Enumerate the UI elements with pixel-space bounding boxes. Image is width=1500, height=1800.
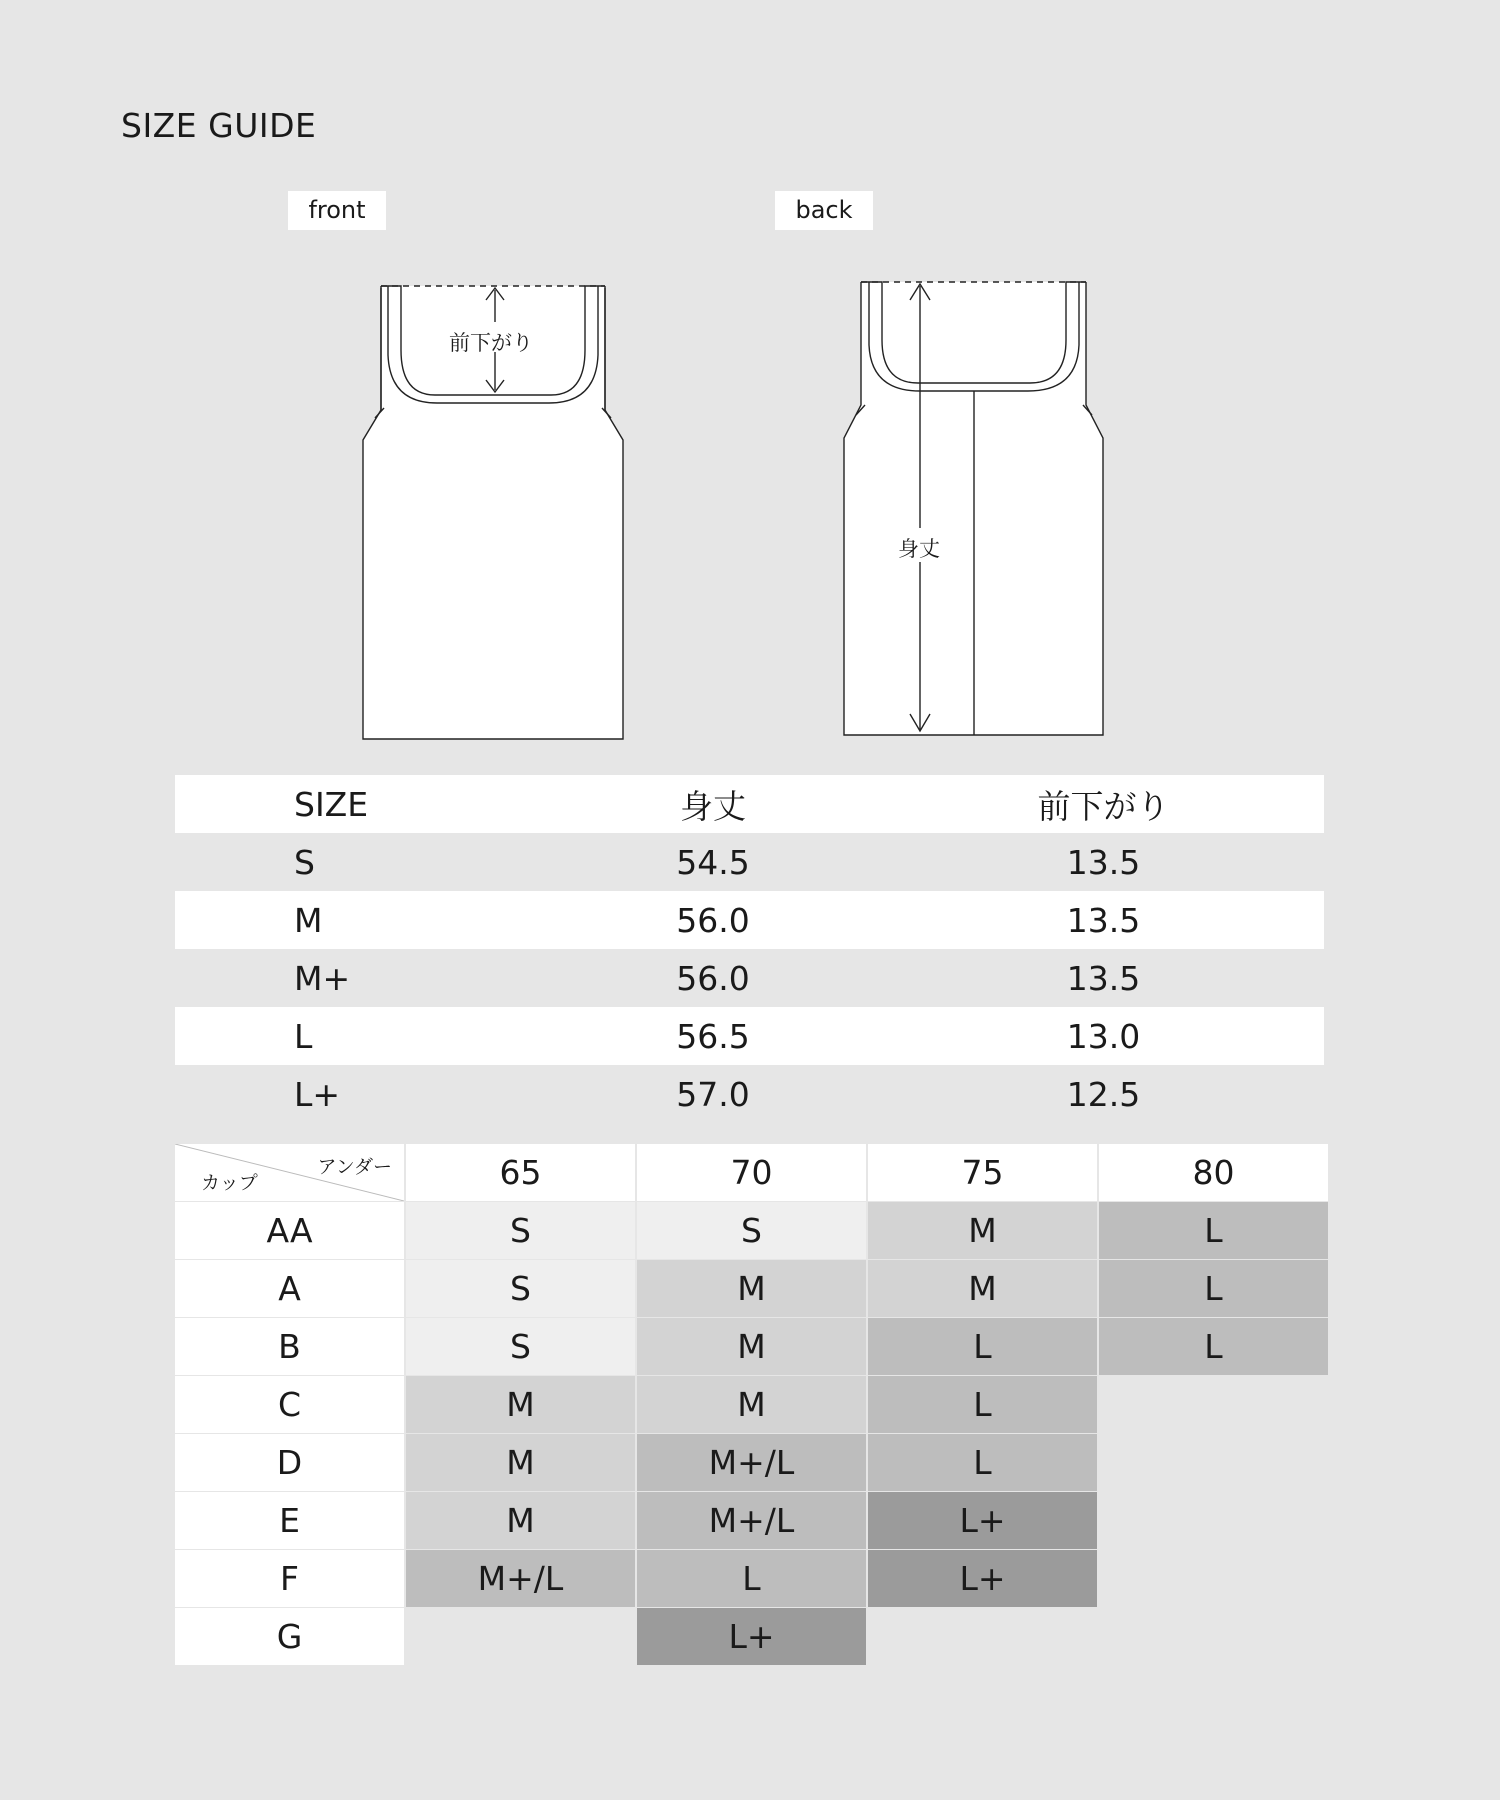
body-length-cell: 56.0 — [503, 891, 923, 949]
front-measure-label: 前下がり — [449, 331, 533, 355]
back-measure-label: 身丈 — [898, 537, 940, 561]
cup-under-fit-chart — [175, 1144, 1328, 1665]
front-view-label: front — [288, 191, 386, 230]
cup-row-label: B — [175, 1318, 404, 1375]
size-cell: M — [175, 891, 503, 949]
fit-size-cell: L+ — [868, 1492, 1097, 1549]
fit-size-cell: M — [637, 1260, 866, 1317]
empty-cell — [1099, 1434, 1328, 1491]
measurement-table — [175, 775, 1324, 1123]
cup-row-label: E — [175, 1492, 404, 1549]
size-cell: L — [175, 1007, 503, 1065]
fit-size-cell: L — [637, 1550, 866, 1607]
cup-row-label: A — [175, 1260, 404, 1317]
fit-size-cell: M — [406, 1492, 635, 1549]
under-axis-label: アンダー — [317, 1156, 392, 1178]
fit-size-cell: L — [1099, 1318, 1328, 1375]
fit-size-cell: M — [637, 1376, 866, 1433]
body-length-cell: 54.5 — [503, 833, 923, 891]
cup-row-label: F — [175, 1550, 404, 1607]
table-row — [175, 949, 1324, 1007]
fit-size-cell: M+/L — [637, 1492, 866, 1549]
size-cell: M+ — [175, 949, 503, 1007]
table-row — [175, 1007, 1324, 1065]
header-body-length: 身丈 — [503, 775, 923, 833]
header-size: SIZE — [175, 775, 503, 833]
front-drop-cell: 13.5 — [923, 833, 1324, 891]
fit-size-cell: S — [406, 1318, 635, 1375]
empty-cell — [1099, 1550, 1328, 1607]
fit-size-cell: L — [1099, 1260, 1328, 1317]
empty-cell — [1099, 1376, 1328, 1433]
page-title: SIZE GUIDE — [121, 106, 317, 145]
fit-size-cell: L — [868, 1434, 1097, 1491]
under-header: 75 — [868, 1144, 1097, 1201]
body-length-cell: 56.5 — [503, 1007, 923, 1065]
fit-size-cell: L+ — [637, 1608, 866, 1665]
fit-size-cell: L — [868, 1318, 1097, 1375]
table-header-row — [175, 775, 1324, 833]
fit-size-cell: M — [868, 1260, 1097, 1317]
fit-size-cell: L — [1099, 1202, 1328, 1259]
fit-size-cell: S — [406, 1260, 635, 1317]
cup-row-label: AA — [175, 1202, 404, 1259]
fit-size-cell: M+/L — [406, 1550, 635, 1607]
empty-cell — [406, 1608, 635, 1665]
front-drop-cell: 12.5 — [923, 1065, 1324, 1123]
front-drop-cell: 13.5 — [923, 891, 1324, 949]
fit-size-cell: M — [406, 1376, 635, 1433]
fit-size-cell: M — [406, 1434, 635, 1491]
cup-row-label: C — [175, 1376, 404, 1433]
fit-size-cell: L+ — [868, 1550, 1097, 1607]
table-row — [175, 1065, 1324, 1123]
header-front-drop: 前下がり — [923, 775, 1324, 833]
fit-size-cell: M+/L — [637, 1434, 866, 1491]
fit-size-cell: S — [637, 1202, 866, 1259]
cup-row-label: G — [175, 1608, 404, 1665]
fit-size-cell: S — [406, 1202, 635, 1259]
size-cell: L+ — [175, 1065, 503, 1123]
corner-header — [175, 1144, 404, 1201]
fit-size-cell: L — [868, 1376, 1097, 1433]
under-header: 80 — [1099, 1144, 1328, 1201]
under-header: 70 — [637, 1144, 866, 1201]
body-length-cell: 57.0 — [503, 1065, 923, 1123]
cup-axis-label: カップ — [201, 1172, 258, 1194]
cup-row-label: D — [175, 1434, 404, 1491]
front-drop-cell: 13.5 — [923, 949, 1324, 1007]
under-header: 65 — [406, 1144, 635, 1201]
table-row — [175, 891, 1324, 949]
empty-cell — [1099, 1492, 1328, 1549]
empty-cell — [1099, 1608, 1328, 1665]
fit-size-cell: M — [637, 1318, 866, 1375]
front-drop-cell: 13.0 — [923, 1007, 1324, 1065]
back-garment-diagram — [836, 270, 1116, 745]
table-row — [175, 833, 1324, 891]
fit-size-cell: M — [868, 1202, 1097, 1259]
empty-cell — [868, 1608, 1097, 1665]
size-cell: S — [175, 833, 503, 891]
body-length-cell: 56.0 — [503, 949, 923, 1007]
back-view-label: back — [775, 191, 873, 230]
